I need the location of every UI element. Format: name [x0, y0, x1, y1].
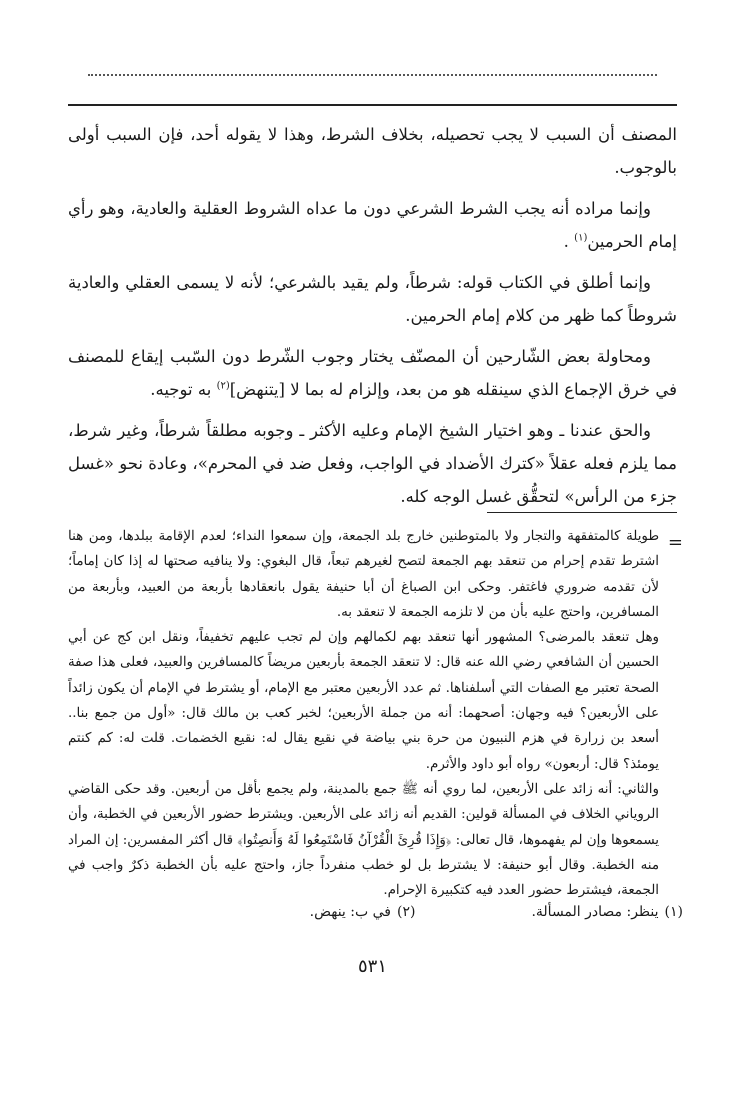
- page-number: ٥٣١: [357, 956, 387, 977]
- footnote-separator: [487, 512, 677, 513]
- dotted-header-rule: [88, 74, 657, 76]
- footnote-2-number: (٢): [396, 904, 416, 920]
- main-paragraph: والحق عندنا ـ وهو اختيار الشيخ الإمام وعليه الأكثر ـ وجوبه مطلقاً شرطاً، وغير شرط، مما يلزم فعله عقلاً «كترك الأضداد في الواجب، وفعل ضد في المحرم»، وعادة نحو «غسل جزء من الرأس» لتحقُّق غسل الوجه كله.: [68, 421, 677, 506]
- continuation-mark: =: [667, 532, 683, 553]
- footnote-1-number: (١): [664, 904, 683, 920]
- note-paragraph: وهل تنعقد بالمرضى؟ المشهور أنها تنعقد بهم لكمالهم وإن لم تجب عليهم تخفيفاً، ونقل ابن كج عن أبي الحسين أن الشافعي رضي الله عنه قال: لا تنعقد الجمعة بأربعين مريضاً كالمسافرين والعبيد، فعلى هذا صفة الصحة تعتبر مع الصفات التي أسلفناها. ثم عدد الأربعين معتبر مع الإمام، أو يشترط في الإمام أن يكون زائداً على الأربعين؟ فيه وجهان: أصحهما: أنه من جملة الأربعين؛ لخبر كعب بن مالك قال: «أول من جمع بنا.. أسعد بن زرارة في هزم النبيون من حرة بني بياضة في نقيع يقال له: نقيع الخضمات. قلت له: كم كنتم يومئذ؟ قال: أربعون» رواه أبو داود والأثرم.: [68, 630, 659, 772]
- footnotes: [68, 900, 683, 924]
- main-paragraph: ومحاولة بعض الشّارحين أن المصنّف يختار وجوب الشّرط دون السّبب إيقاع للمصنف في خرق الإجماع الذي سينقله هو من بعد، وإلزام له بما لا [يتنهض]$^{(٢)}$ به توجيه.: [68, 347, 677, 399]
- footnote-ref: (١): [574, 232, 588, 244]
- note-paragraph: والثاني: أنه زائد على الأربعين، لما روي أنه ﷺ جمع بالمدينة، ولم يجمع بأقل من أربعين. وقد حكى القاضي الروياني الخلاف في المسألة قولين: القديم أنه زائد على الأربعين. ويشترط حضور الأربعين في الخطبة، وأن يسمعوها وإن لم يفهموها، قال تعالى: ﴿وَإِذَا قُرِئَ الْقُرْآنُ فَاسْتَمِعُوا لَهُ وَأَنصِتُوا﴾ قال أكثر المفسرين: إن المراد منه الخطبة. وقال أبو حنيفة: لا يشترط بل لو خطب منفرداً جاز، واحتج عليه بأن الخطبة ذكرٌ واجب في الجمعة، فيشترط حضور العدد فيه كتكبيرة الإحرام.: [68, 781, 659, 899]
- note-paragraph: طويلة كالمتفقهة والتجار ولا بالمتوطنين خارج بلد الجمعة، وإن سمعوا النداء؛ لعدم الإقامة ببلدها، ومن هنا اشترط تقدم إحرام من تنعقد بهم الجمعة لتصح لغيرهم تبعاً، قال البغوي: ولا ينافيه صحتها له إذا كان إماماً؛ لأن تقدمه ضروري فاغتفر. وحكى ابن الصباغ أن أبا حنيفة يقول بانعقادها بأربعة من العبيد، وبأربعة من المسافرين، واحتج عليه بأن من لا تلزمه الجمعة لا تنعقد به.: [68, 529, 659, 620]
- main-paragraph: وإنما مراده أنه يجب الشرط الشرعي دون ما عداه الشروط العقلية والعادية، وهو رأي إمام الحرمين$^{(١)}$ .: [68, 199, 677, 251]
- main-text: [68, 118, 677, 521]
- footnote-2-text: في ب: ينهض.: [309, 904, 391, 920]
- footnote-ref: (٢): [216, 380, 230, 392]
- main-paragraph: وإنما أطلق في الكتاب قوله: شرطاً، ولم يقيد بالشرعي؛ لأنه لا يسمى العقلي والعادية شروطاً كما ظهر من كلام إمام الحرمين.: [68, 273, 677, 325]
- main-paragraph: المصنف أن السبب لا يجب تحصيله، بخلاف الشرط، وهذا لا يقوله أحد، فإن السبب أولى بالوجوب.: [68, 125, 677, 177]
- notes-text: [68, 524, 659, 903]
- footnote-1-text: ينظر: مصادر المسألة.: [531, 904, 659, 920]
- header-rule: [68, 104, 677, 106]
